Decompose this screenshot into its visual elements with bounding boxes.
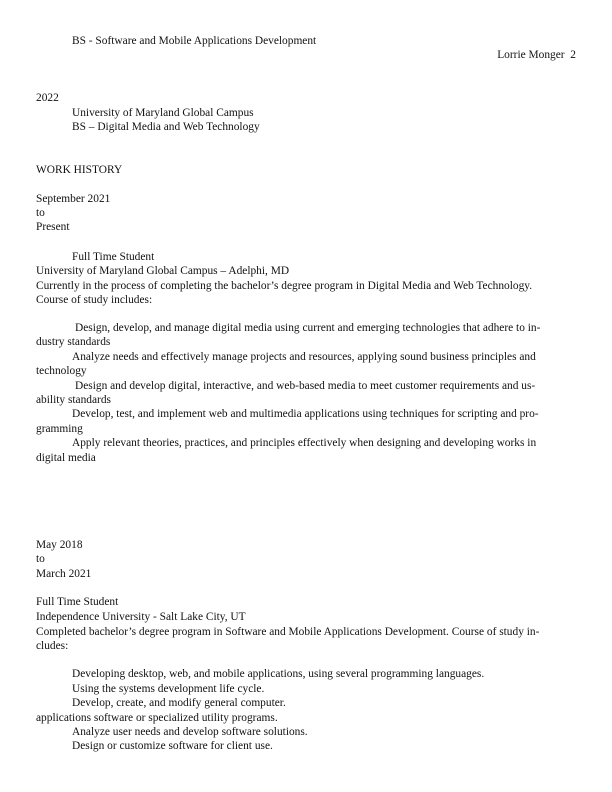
job2-item-3-cont: applications software or specialized utility programs. <box>36 712 278 724</box>
job1-item-3-cont: ability standards <box>36 394 111 406</box>
header-name: Lorrie Monger <box>497 49 565 61</box>
job1-start-date: September 2021 <box>36 193 111 205</box>
job2-item-4: Analyze user needs and develop software solutions. <box>72 726 308 738</box>
job1-item-1: Design, develop, and manage digital media using current and emerging technologies that adhere to in- <box>75 322 541 334</box>
job1-title: Full Time Student <box>72 251 155 263</box>
job1-item-5-cont: digital media <box>36 452 96 464</box>
job1-item-4: Develop, test, and implement web and multimedia applications using techniques for scripting and pro- <box>72 408 539 420</box>
job2-end-date: March 2021 <box>36 568 92 580</box>
job1-to: to <box>36 207 45 219</box>
job1-organization: University of Maryland Global Campus – Adelphi, MD <box>36 265 290 277</box>
job2-item-3: Develop, create, and modify general computer. <box>72 697 286 709</box>
job2-item-2: Using the systems development life cycle. <box>72 683 265 695</box>
job1-end-date: Present <box>36 221 70 233</box>
education-degree: BS – Digital Media and Web Technology <box>72 121 260 133</box>
job1-item-2-cont: technology <box>36 365 87 377</box>
job2-to: to <box>36 553 45 565</box>
job1-description-line2: Course of study includes: <box>36 294 153 306</box>
header-page-number: 2 <box>570 49 576 61</box>
education-year: 2022 <box>36 92 59 104</box>
job2-organization: Independence University - Salt Lake City, UT <box>36 611 246 623</box>
running-header <box>497 48 576 62</box>
job1-item-1-cont: dustry standards <box>36 336 111 348</box>
section-heading-work-history: WORK HISTORY <box>36 164 123 176</box>
job1-item-4-cont: gramming <box>36 423 83 435</box>
education-school: University of Maryland Global Campus <box>72 107 254 119</box>
job1-item-2: Analyze needs and effectively manage projects and resources, applying sound business principles and <box>72 351 536 363</box>
job2-description-line1: Completed bachelor’s degree program in Software and Mobile Applications Development. Course of study in- <box>36 626 540 638</box>
job2-description-line2: cludes: <box>36 640 69 652</box>
job2-item-5: Design or customize software for client use. <box>72 740 273 752</box>
job1-item-5: Apply relevant theories, practices, and principles effectively when designing and developing works in <box>72 437 537 449</box>
carryover-degree: BS - Software and Mobile Applications Development <box>72 35 317 47</box>
job2-start-date: May 2018 <box>36 539 83 551</box>
job2-title: Full Time Student <box>36 596 119 608</box>
job2-item-1: Developing desktop, web, and mobile applications, using several programming languages. <box>72 668 485 680</box>
job1-item-3: Design and develop digital, interactive, and web-based media to meet customer requirements and us- <box>75 380 536 392</box>
job1-description-line1: Currently in the process of completing the bachelor’s degree program in Digital Media and Web Technology. <box>36 280 533 292</box>
